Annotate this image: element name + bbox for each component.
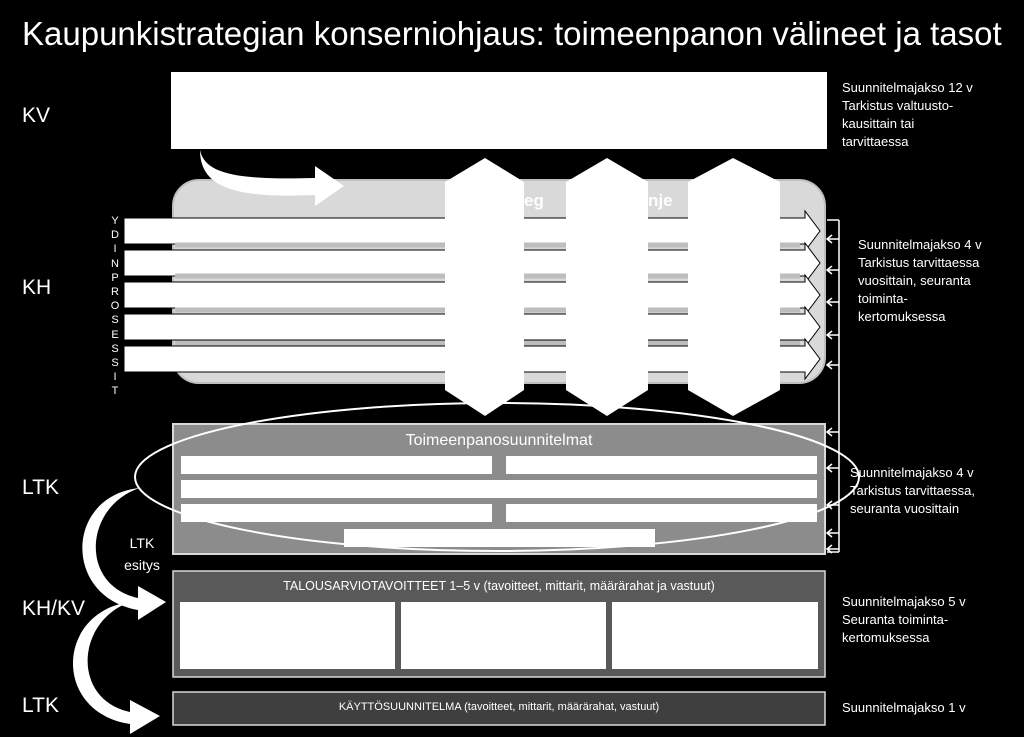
- note-line: Seuranta toiminta-: [842, 612, 949, 627]
- note-line: Suunnitelmajakso 5 v: [842, 594, 966, 609]
- program-arrow-1: [445, 158, 524, 416]
- core-processes-letter: I: [113, 243, 117, 256]
- program-arrows: [445, 158, 780, 416]
- note-khkv: [842, 593, 966, 647]
- implementation-slot-6: [344, 529, 655, 547]
- note-ltk: [850, 464, 975, 518]
- program-arrow-3: [688, 158, 780, 416]
- core-processes-letter: D: [111, 229, 119, 242]
- strategy-band-text-1: eg: [524, 191, 544, 210]
- note-line: Suunnitelmajakso 4 v: [858, 237, 982, 252]
- note-line: toiminta-: [858, 291, 908, 306]
- ltk-proposal-label: LTK esitys: [124, 535, 160, 573]
- implementation-slot-1: [181, 456, 492, 474]
- level-label-kh: KH: [22, 276, 52, 299]
- note-kv: [842, 79, 973, 151]
- note-line: Tarkistus tarvittaessa,: [850, 483, 975, 498]
- core-processes-letter: P: [111, 271, 119, 284]
- level-label-khkv: KH/KV: [22, 597, 86, 620]
- core-processes-letter: S: [111, 314, 119, 327]
- budget-slot-1: [180, 602, 395, 669]
- note-line: tarvittaessa: [842, 134, 909, 149]
- operating-plan-title: KÄYTTÖSUUNNITELMA (tavoitteet, mittarit, määrärahat, vastuut): [338, 701, 660, 713]
- strategy-band-text-2: nje: [648, 191, 673, 210]
- kv-strategy-box: [171, 72, 827, 149]
- level-label-ltk-2: LTK: [22, 694, 59, 717]
- note-line: vuosittain, seuranta: [858, 273, 971, 288]
- core-processes-letter: N: [111, 257, 119, 270]
- core-processes-letter: E: [111, 328, 119, 341]
- page-title: Kaupunkistrategian konserniohjaus: toimeenpanon välineet ja tasot: [22, 15, 1002, 52]
- program-arrow-2: [566, 158, 648, 416]
- note-line: Tarkistus tarvittaessa: [858, 255, 980, 270]
- implementation-slot-3: [181, 480, 817, 498]
- core-processes-letter: R: [111, 286, 119, 299]
- core-processes-label: [109, 214, 121, 399]
- core-processes-letter: I: [113, 371, 117, 384]
- implementation-slot-5: [506, 504, 817, 522]
- note-line: seuranta vuosittain: [850, 501, 960, 516]
- implementation-slot-4: [181, 504, 492, 522]
- note-line: Tarkistus valtuusto-: [842, 98, 954, 113]
- level-label-ltk: LTK: [22, 476, 59, 499]
- budget-goals-title: TALOUSARVIOTAVOITTEET 1–5 v (tavoitteet, mittarit, määrärahat ja vastuut): [283, 579, 715, 593]
- note-line: Suunnitelmajakso 4 v: [850, 465, 974, 480]
- implementation-slot-2: [506, 456, 817, 474]
- note-ltk-2: [842, 699, 966, 717]
- implementation-title: Toimeenpanosuunnitelmat: [405, 432, 593, 449]
- core-processes-letter: T: [111, 385, 119, 398]
- budget-slot-2: [401, 602, 606, 669]
- note-kh: [858, 236, 982, 326]
- core-processes-letter: O: [110, 300, 120, 313]
- core-processes-letter: Y: [111, 215, 119, 227]
- core-processes-letter: S: [111, 357, 119, 370]
- khkv-to-ltk-arrow: [73, 602, 160, 734]
- note-line: kertomuksessa: [842, 630, 930, 645]
- note-line: kausittain tai: [842, 116, 915, 131]
- note-line: Suunnitelmajakso 1 v: [842, 700, 966, 715]
- note-line: kertomuksessa: [858, 309, 946, 324]
- level-label-kv: KV: [22, 104, 51, 127]
- core-processes-letter: S: [111, 342, 119, 355]
- budget-slot-3: [612, 602, 818, 669]
- note-line: Suunnitelmajakso 12 v: [842, 80, 973, 95]
